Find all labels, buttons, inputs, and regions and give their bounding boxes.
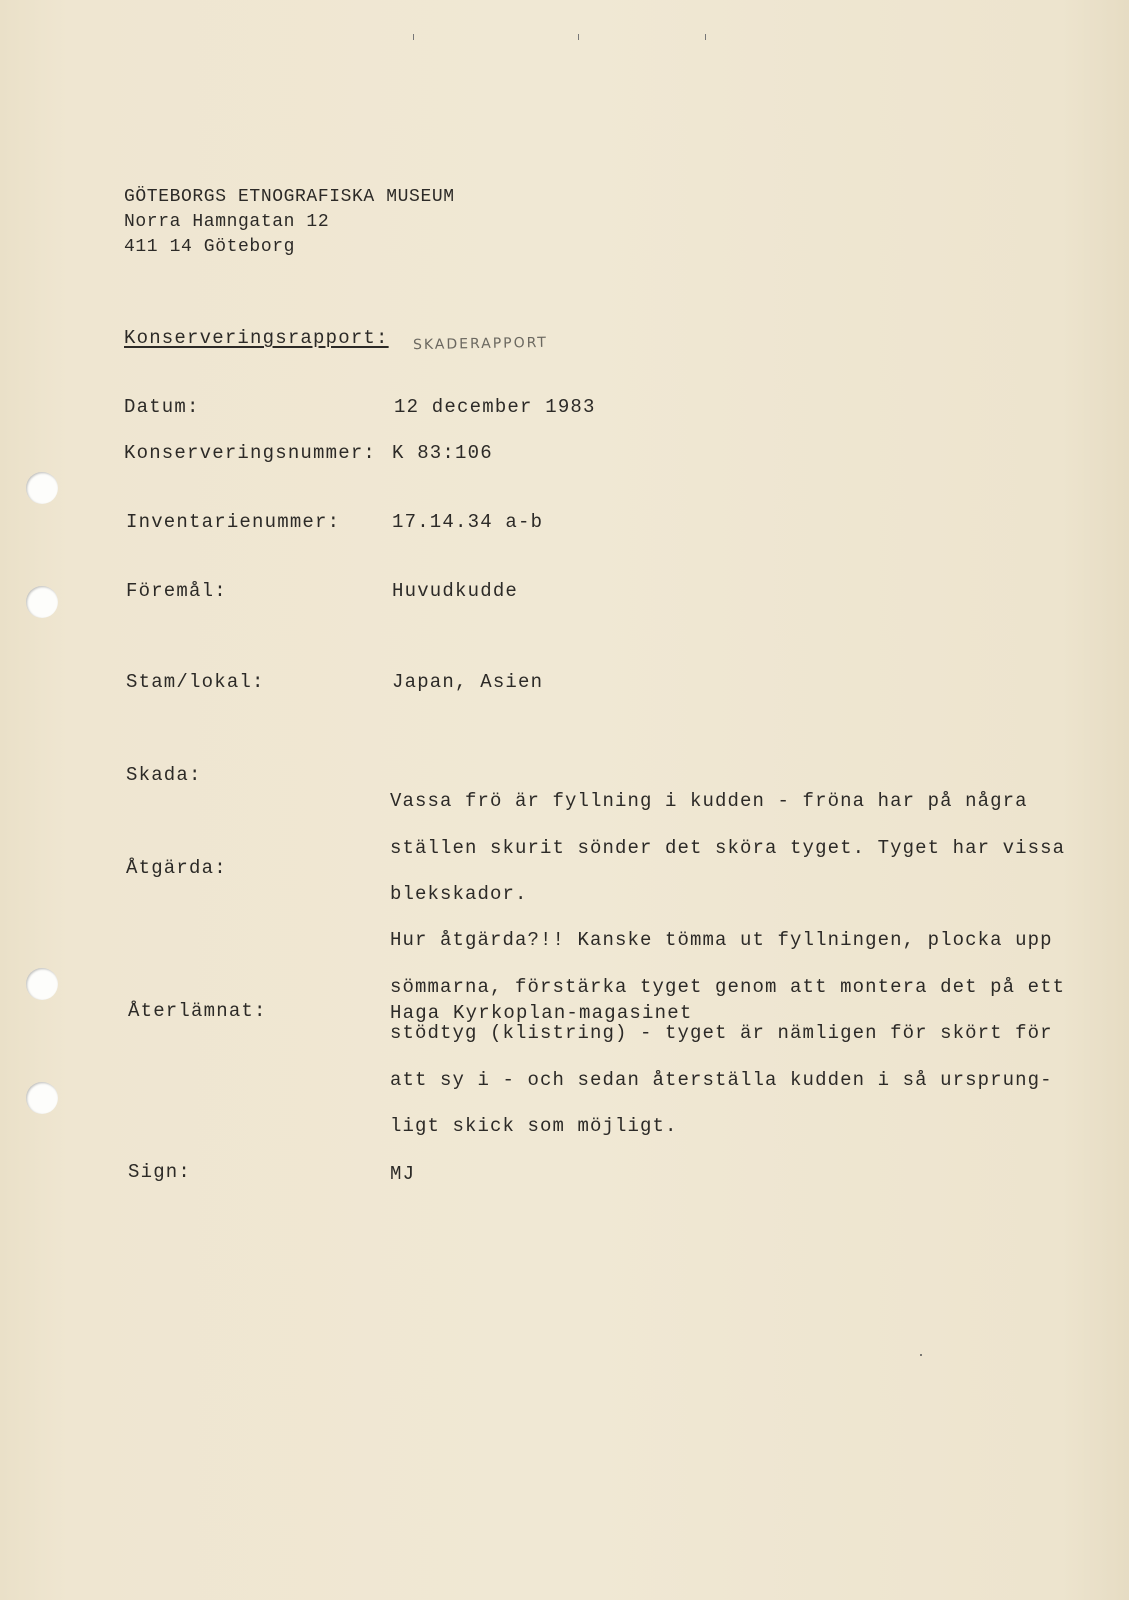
handwritten-annotation: SKADERAPPORT — [412, 334, 549, 354]
atgarda-label: Åtgärda: — [126, 857, 227, 879]
sign-label: Sign: — [128, 1161, 192, 1183]
punch-hole — [26, 586, 58, 618]
body-line: sömmarna, förstärka tyget genom att montera det på ett — [390, 975, 1066, 998]
aterlamnat-label: Återlämnat: — [128, 1000, 267, 1022]
body-line: ligt skick som möjligt. — [390, 1115, 678, 1138]
report-title-text: Konserveringsrapport: — [124, 327, 389, 349]
damage-description — [390, 767, 1065, 1161]
foremal-label: Föremål: — [126, 580, 227, 602]
paper-mark — [413, 34, 414, 40]
paper-mark — [578, 34, 579, 40]
body-line: blekskador. — [390, 883, 528, 906]
punch-hole — [26, 968, 58, 1000]
report-title — [124, 327, 389, 350]
inventarienummer-value: 17.14.34 a-b — [392, 511, 544, 533]
konserveringsnummer-label: Konserveringsnummer: — [124, 442, 377, 464]
konserveringsnummer-value: K 83:106 — [392, 442, 493, 464]
body-line: att sy i - och sedan återställa kudden i så ursprung- — [390, 1068, 1053, 1091]
inventarienummer-label: Inventarienummer: — [126, 511, 341, 533]
body-line: Vassa frö är fyllning i kudden - fröna har på några — [390, 790, 1028, 813]
punch-hole — [26, 472, 58, 504]
body-line: stödtyg (klistring) - tyget är nämligen för skört för — [390, 1022, 1053, 1045]
body-line: Hur åtgärda?!! Kanske tömma ut fyllningen, plocka upp — [390, 929, 1053, 952]
datum-value: 12 december 1983 — [394, 396, 596, 418]
body-line: ställen skurit sönder det sköra tyget. Tyget har vissa — [390, 836, 1066, 859]
museum-address: Norra Hamngatan 12 — [124, 212, 330, 232]
stam-lokal-label: Stam/lokal: — [126, 671, 265, 693]
datum-label: Datum: — [124, 396, 200, 418]
stam-lokal-value: Japan, Asien — [392, 671, 544, 693]
paper-mark — [705, 34, 706, 40]
skada-label: Skada: — [126, 764, 202, 786]
museum-postal: 411 14 Göteborg — [124, 237, 296, 257]
aterlamnat-value: Haga Kyrkoplan-magasinet — [390, 1002, 693, 1024]
paper-mark — [920, 1354, 922, 1356]
punch-hole — [26, 1082, 58, 1114]
foremal-value: Huvudkudde — [392, 580, 519, 602]
museum-name: GÖTEBORGS ETNOGRAFISKA MUSEUM — [124, 187, 455, 207]
sign-value: MJ — [390, 1163, 416, 1185]
